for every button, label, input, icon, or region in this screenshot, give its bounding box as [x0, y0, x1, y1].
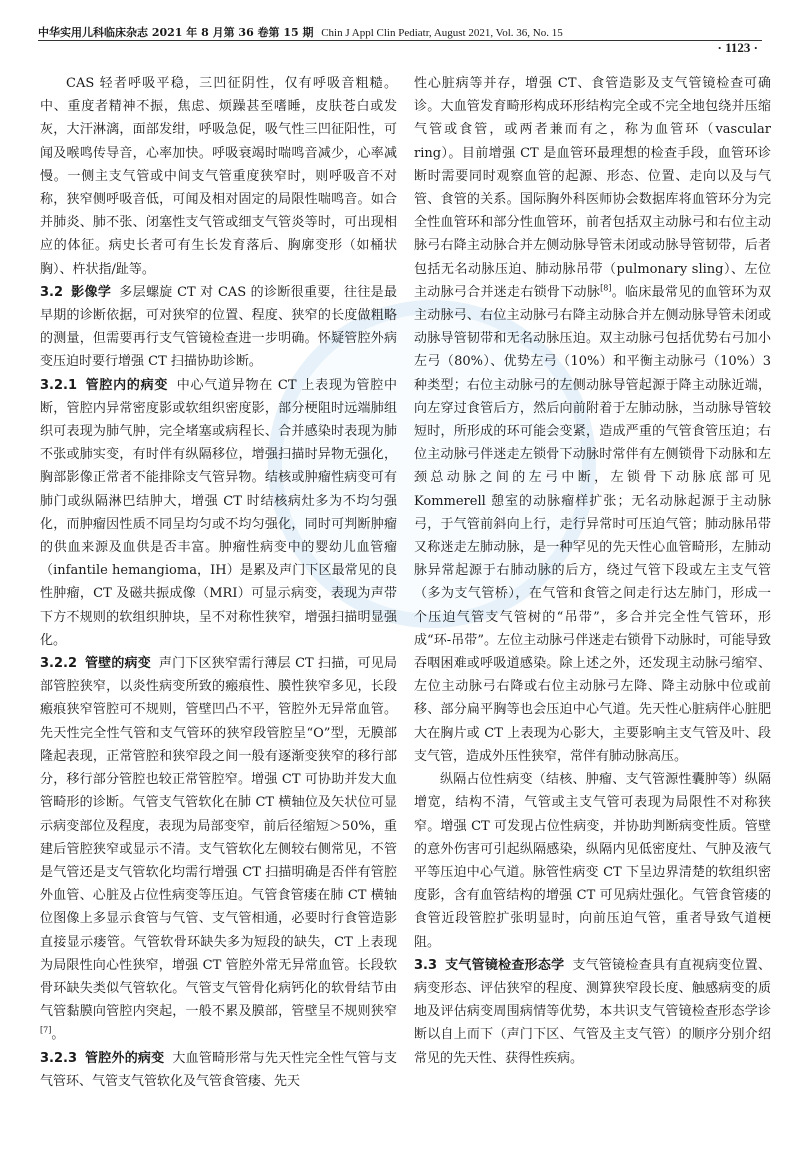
section-body: 声门下区狭窄需行薄层 CT 扫描，可见局部管腔狭窄，以炎性病变所致的瘢痕性、膜性狭窄多见，长段瘢痕狭窄管腔可不规则，管壁凹凸不平，管腔外无异常血管。先天性完全性气管和支气管环的狭窄段管腔呈“O”型，无膜部隆起表现，正常管腔和狭窄段之间一般有逐渐变狭窄的移行部分，移行部分管腔也较正常管腔窄。增强 CT 可协助并发大血管畸形的诊断。气管支气管软化在肺 CT 横轴位及矢状位可显示病变部位及程度，表现为局部变窄，前后径缩短＞50%，重建后管腔狭窄或显示不清。支气管软化左侧较右侧常见，不管是气管还是支气管软化均需行增强 CT 扫描明确是否伴有管腔外血管、心脏及占位性病变等压迫。气管食管瘘在肺 CT 横轴位图像上多显示食管与气管、支气管相通，必要时行食管造影直接显示瘘管。气管软骨环缺失多为短段的缺失，CT 上表现为局限性向心性狭窄，增强 CT 管腔外常无异常血管。长段软骨环缺失类似气管软化。气管支气管骨化病钙化的软骨结节由气管黏膜向管腔内突起，一般不累及膜部，管壁呈不规则狭窄	[40, 656, 397, 1020]
section-body: 多层螺旋 CT 对 CAS 的诊断很重要，往往是最早期的诊断依据，可对狭窄的位置、程度、狭窄的长度做粗略的测量，但需要再行支气管镜检查进一步明确。怀疑管腔外病变压迫时要行增强 CT 扫描协助诊断。	[40, 284, 397, 370]
section-body: 中心气道异物在 CT 上表现为管腔中断，管腔内异常密度影或软组织密度影，部分梗阻时远端肺组织可表现为肺气肿，完全堵塞或病程长、合并感染时表现为肺不张或肺实变，有时伴有纵隔移位，增强扫描时异物无强化，胸部影像正常者不能排除支气管异物。结核或肿瘤性病变可有肺门或纵隔淋巴结肿大，增强 CT 时结核病灶多为不均匀强化，而肿瘤因性质不同呈均匀或不均匀强化，同时可判断肿瘤的供血来源及血供是否丰富。肿瘤性病变中的婴幼儿血管瘤（infantile hemangioma，IH）是累及声门下区最常见的良性肿瘤，CT 及磁共振成像（MRI）可显示病变，表现为声带下方不规则的软组织肿块，呈不对称性狭窄，增强扫描明显强化。	[40, 377, 397, 648]
citation-ref: [7]	[40, 1026, 52, 1035]
paragraph-text: 。临床最常见的血管环为双主动脉弓、右位主动脉弓右降主动脉合并左侧动脉导管未闭或动脉导管韧带和无名动脉压迫。双主动脉弓包括优势右弓加小左弓（80%）、优势左弓（10%）和平衡主动脉弓（10%）3 种类型；右位主动脉弓的左侧动脉导管起源于降主动脉近端，向左穿过食管后方，然后向前附着于左肺动脉，当动脉导管较短时，所形成的环可能会变紧，造成严重的气管食管压迫；右位主动脉弓伴迷走左锁骨下动脉时常伴有左侧锁骨下动脉和左颈总动脉之间的左弓中断，左锁骨下动脉底部可见 Kommerell 憩室的动脉瘤样扩张；无名动脉起源于主动脉弓，于气管前斜向上行，走行异常时可压迫气管；肺动脉吊带又称迷走左肺动脉，是一种罕见的先天性心血管畸形，左肺动脉异常起源于右肺动脉的后方，绕过气管下段或左主支气管（多为支气管桥），在气管和食管之间走行达左肺门，形成一个压迫气管支气管树的“吊带”，多合并完全性气管环，形成“环-吊带”。左位主动脉弓伴迷走右锁骨下动脉时，可能导致吞咽困难或呼吸道感染。除上述之外，还发现主动脉弓缩窄、左位主动脉弓右降或右位主动脉弓左降、降主动脉中位或前移、部分扁平胸等也会压迫中心气道。先天性心脏病伴心脏肥大在胸片或 CT 上表现为心影大，主要影响主支气管及叶、段支气管，造成外压性狭窄，常伴有肺动脉高压。	[414, 284, 771, 764]
section-number: 3.3	[414, 957, 438, 973]
citation-ref: [8]	[600, 283, 612, 293]
section-body: 支气管镜检查具有直视病变位置、病变形态、评估狭窄的程度、测算狭窄段长度、触感病变的质地及评估病变周围病情等优势，本共识支气管镜检查形态学诊断以自上而下（声门下区、气管及主支气管）的顺序分别介绍常见的先天性、获得性疾病。	[414, 957, 771, 1066]
paragraph-vascular-ring	[414, 72, 771, 768]
section-heading: 管壁的病变	[84, 656, 151, 672]
section-body: 大血管畸形常与先天性完全性气管与支气管环、气管支气管软化及气管食管瘘、先天	[40, 1050, 397, 1089]
paragraph-mediastinal-mass: 纵隔占位性病变（结核、肿瘤、支气管源性囊肿等）纵隔增宽，结构不清，气管或主支气管可表现为局限性不对称狭窄。增强 CT 可发现占位性病变，并协助判断病变性质。管壁的意外伤害可引起纵隔感染，纵隔内见低密度灶、气肿及液气平等压迫中心气道。脉管性病变 CT 下呈边界清楚的软组织密度影，含有血管结构的增强 CT 可见病灶强化。气管食管瘘的食管近段管腔扩张明显时，向前压迫气管，重者导致气道梗阻。	[414, 772, 771, 950]
section-3-2-3	[40, 1047, 397, 1093]
section-3-3	[414, 954, 771, 1070]
section-heading: 支气管镜检查形态学	[444, 957, 565, 973]
section-number: 3.2.3	[40, 1050, 78, 1066]
section-3-2-1	[40, 374, 397, 652]
journal-title-cn: 中华实用儿科临床杂志 2021 年 8 月第 36 卷第 15 期	[38, 26, 314, 39]
section-3-2	[40, 281, 397, 374]
journal-title-en: Chin J Appl Clin Pediatr, August 2021, Vol. 36, No. 15	[321, 27, 563, 39]
paragraph-text: 性心脏病等并存，增强 CT、食管造影及支气管镜检查可确诊。大血管发育畸形构成环形结构完全或不完全地包绕并压缩气管或食管，或两者兼而有之，称为血管环（vascular ring）。目前增强 CT 是血管环最理想的检查手段，血管环诊断时需要同时观察血管的起源、形态、位置、走向以及与气管、食管的关系。国际胸外科医师协会数据库将血管环分为完全性血管环和部分性血管环，前者包括双主动脉弓和右位主动脉弓右降主动脉合并左侧动脉导管未闭或动脉导管韧带，后者包括无名动脉压迫、肺动脉吊带（pulmonary sling）、左位主动脉弓合并迷走右锁骨下动脉	[414, 76, 771, 300]
header-rule	[38, 40, 762, 41]
section-heading: 管腔内的病变	[84, 377, 169, 393]
section-body-end: 。	[51, 1027, 65, 1043]
section-number: 3.2.1	[40, 377, 78, 393]
page-number: · 1123 ·	[717, 40, 758, 55]
section-number: 3.2	[40, 284, 64, 300]
right-column	[414, 72, 771, 1070]
section-number: 3.2.2	[40, 656, 78, 672]
left-column	[40, 72, 397, 1093]
section-heading: 管腔外的病变	[84, 1050, 165, 1066]
section-3-2-2	[40, 652, 397, 1046]
section-heading: 影像学	[70, 284, 112, 300]
paragraph-cas-signs: CAS 轻者呼吸平稳，三凹征阴性，仅有呼吸音粗糙。中、重度者精神不振，焦虑、烦躁甚至嗜睡，皮肤苍白或发灰，大汗淋漓，面部发绀，呼吸急促，吸气性三凹征阳性，可闻及喉鸣传导音，心率加快。呼吸衰竭时喘鸣音减少，心率减慢。一侧主支气管或中间支气管重度狭窄时，则呼吸音不对称，狭窄侧呼吸音低，可闻及相对固定的局限性喘鸣音。如合并肺炎、肺不张、闭塞性支气管或细支气管炎等时，可出现相应的体征。病史长者可有生长发育落后、胸廓变形（如桶状胸）、杵状指/趾等。	[40, 76, 397, 277]
journal-header	[38, 24, 563, 40]
